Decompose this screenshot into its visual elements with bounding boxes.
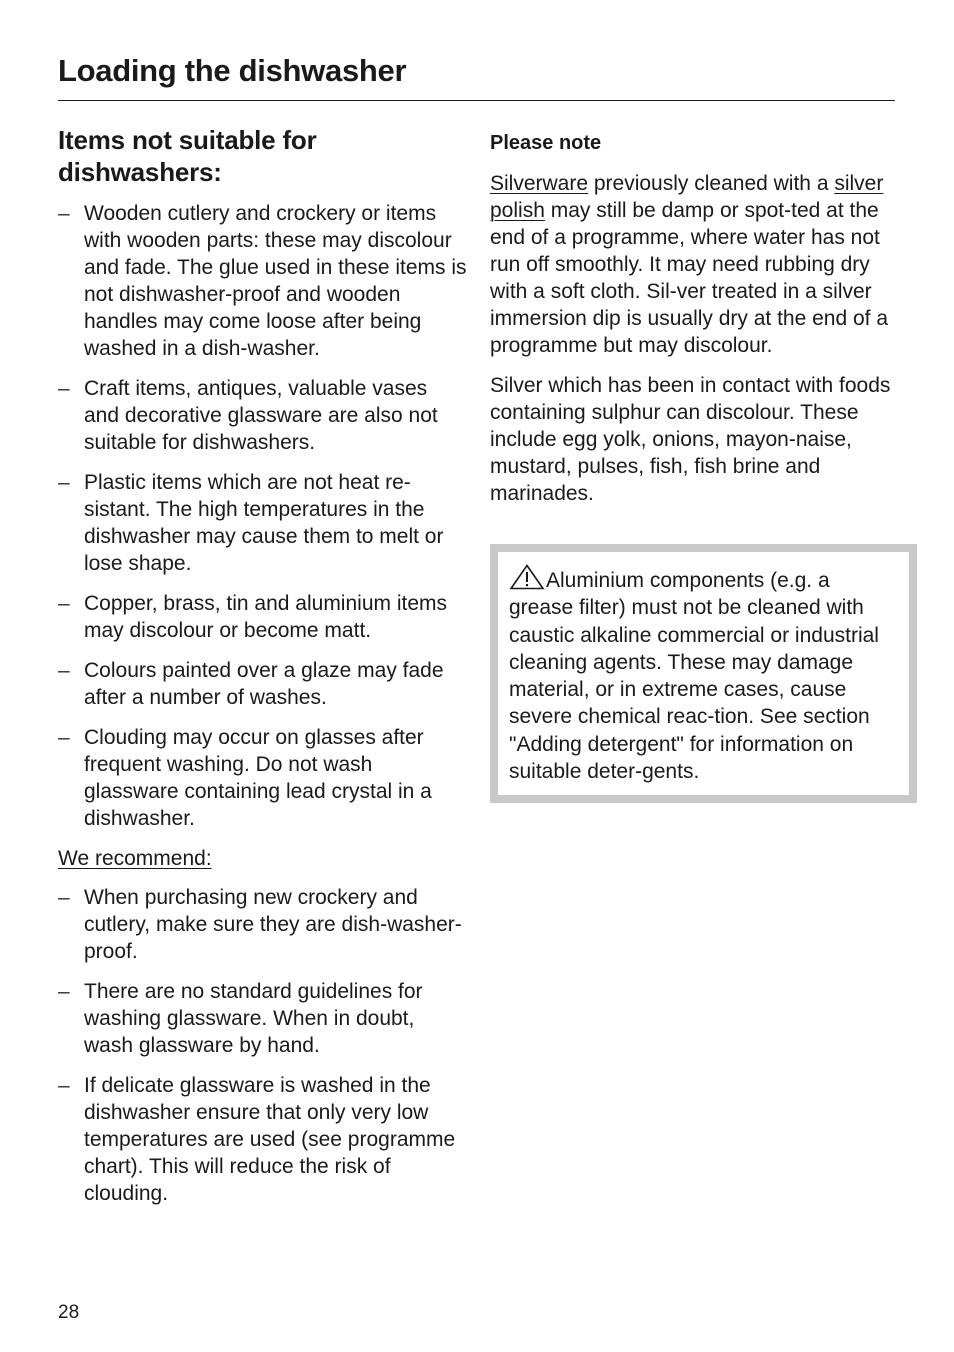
title-divider <box>58 100 895 101</box>
note-heading: Please note <box>490 132 602 154</box>
list-item: – If delicate glassware is washed in the dishwasher ensure that only very low temperatures are used (see programme chart). This will reduce the risk of clouding. <box>58 1074 456 1205</box>
recommend-label: We recommend: <box>58 847 212 870</box>
list-item: – Craft items, antiques, valuable vases and decorative glassware are also not suitable for dishwashers. <box>58 377 438 454</box>
silverware-term: Silverware <box>490 172 589 195</box>
page-title: Loading the dishwasher <box>58 53 407 88</box>
warning-text: Aluminium components (e.g. a grease filter) must not be cleaned with caustic alkaline commercial or industrial cleaning agents. These may damage material, or in extreme cases, cause severe chemical reac-tion. See section "Adding detergent" for information on suitable deter-gents. <box>509 569 879 784</box>
list-item: – Colours painted over a glaze may fade after a number of washes. <box>58 659 444 709</box>
section-heading: Items not suitable for dishwashers: <box>58 125 317 187</box>
sulphur-paragraph: Silver which has been in contact with foods containing sulphur can discolour. These include egg yolk, onions, mayon-naise, mustard, pulses, fish, fish brine and marinades. <box>490 374 891 505</box>
warning-box <box>490 544 917 803</box>
silver-polish-term: silver polish <box>490 172 884 222</box>
silverware-paragraph: Silverware previously cleaned with a silver polish may still be damp or spot-ted at the end of a programme, where water has not run off smoothly. It may need rubbing dry with a soft cloth. Sil-ver treated in a silver immersion dip is usually dry at the end of a programme but may discolour. <box>490 172 889 357</box>
page-number: 28 <box>58 1302 80 1323</box>
unsuitable-items-list <box>58 200 468 832</box>
list-item: – Clouding may occur on glasses after frequent washing. Do not wash glassware containing lead crystal in a dishwasher. <box>58 726 432 830</box>
list-item: – Copper, brass, tin and aluminium items may discolour or become matt. <box>58 592 447 642</box>
recommendations-list <box>58 884 468 1207</box>
list-item: – There are no standard guidelines for washing glassware. When in doubt, wash glassware by hand. <box>58 980 423 1057</box>
right-column <box>490 128 896 520</box>
list-item: – Wooden cutlery and crockery or items with wooden parts: these may discolour and fade. The glue used in these items is not dishwasher-proof and wooden handles may come loose after being washed in a dish-washer. <box>58 202 467 360</box>
warning-triangle-icon <box>509 564 545 590</box>
list-item: – Plastic items which are not heat re-sistant. The high temperatures in the dishwasher may cause them to melt or lose shape. <box>58 471 444 575</box>
left-column <box>58 124 468 1220</box>
list-item: – When purchasing new crockery and cutlery, make sure they are dish-washer-proof. <box>58 886 462 963</box>
